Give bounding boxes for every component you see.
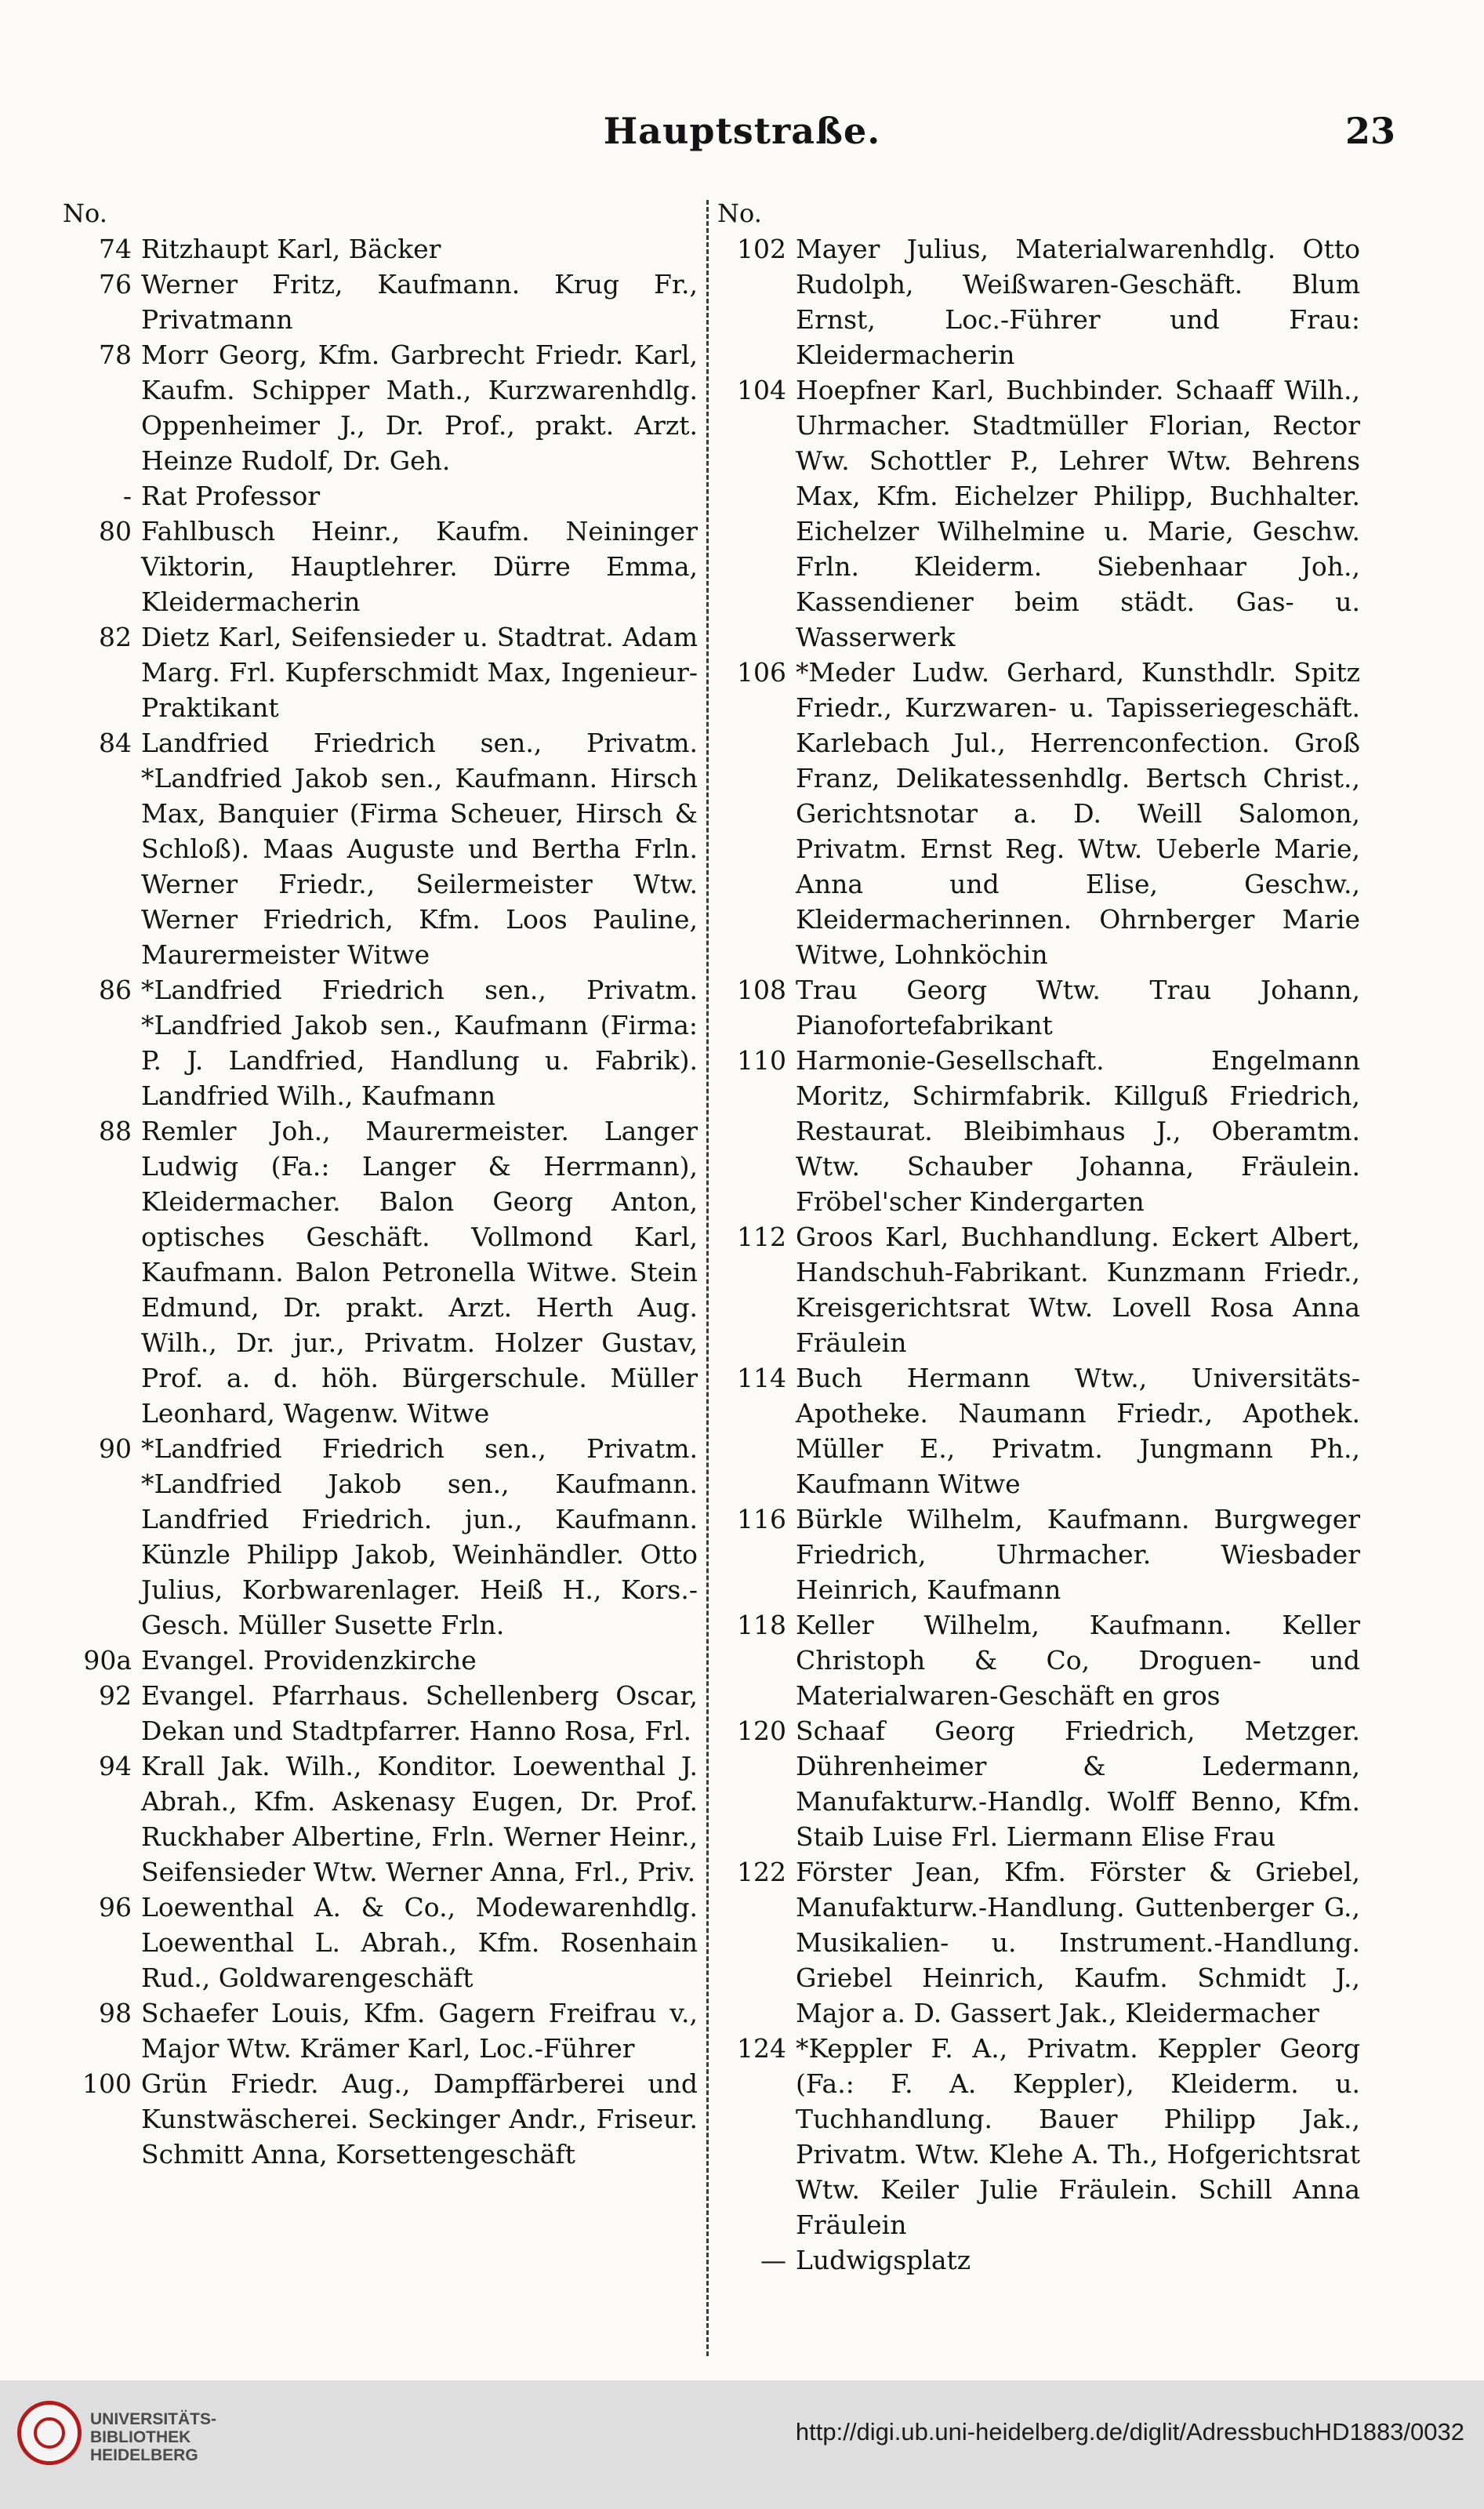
resident-text: Rat Professor [141,481,321,511]
resident-text: Werner Fritz, Kaufmann. Krug Fr., Privatmann [141,269,698,335]
address-entry [717,2242,1360,2278]
address-entry [717,372,1360,655]
address-entry [63,1643,698,1678]
left-column [63,196,698,2172]
address-entry [63,231,698,267]
column-divider [706,200,709,2356]
address-entry [63,1995,698,2066]
resident-text: Bürkle Wilhelm, Kaufmann. Burgweger Friedrich, Uhrmacher. Wiesbader Heinrich, Kaufmann [796,1504,1360,1605]
address-entry [717,1713,1360,1854]
page-title: Hauptstraße. [603,110,881,152]
address-entry [63,725,698,972]
resident-text: Förster Jean, Kfm. Förster & Griebel, Manufakturw.-Handlung. Guttenberger G., Musikalien- u. Instrument.-Handlung. Griebel Heinrich, Kaufm. Schmidt J., Major a. D. Gassert Jak., Kleidermacher [796,1857,1360,2028]
address-entry [63,1113,698,1431]
house-number: 110 [737,1045,786,1076]
address-entry [63,1678,698,1748]
resident-text: Remler Joh., Maurermeister. Langer Ludwig (Fa.: Langer & Herrmann), Kleidermacher. Balon Georg Anton, optisches Geschäft. Vollmond Karl, Kaufmann. Balon Petronella Witwe. Stein Edmund, Dr. prakt. Arzt. Herth Aug. Wilh., Dr. jur., Privatm. Holzer Gustav, Prof. a. d. höh. Bürgerschule. Müller Leonhard, Wagenw. Witwe [141,1116,698,1429]
resident-text: Ludwigsplatz [796,2245,971,2275]
address-entry [63,1890,698,1995]
address-entry [717,1043,1360,1219]
house-number: 90 [99,1433,132,1464]
house-number: 122 [737,1857,786,1887]
resident-text: Groos Karl, Buchhandlung. Eckert Albert, Handschuh-Fabrikant. Kunzmann Friedr., Kreisgerichtsrat Wtw. Lovell Rosa Anna Fräulein [796,1222,1360,1358]
address-entry [717,1854,1360,2031]
address-entry [717,972,1360,1043]
address-entry [717,655,1360,972]
house-number: 80 [99,516,132,546]
address-entry [63,1748,698,1890]
resident-text: Ritzhaupt Karl, Bäcker [141,234,441,264]
house-number: 114 [737,1363,786,1393]
resident-text: Hoepfner Karl, Buchbinder. Schaaff Wilh., Uhrmacher. Stadtmüller Florian, Rector Ww. Schottler P., Lehrer Wtw. Behrens Max, Kfm. Eichelzer Philipp, Buchhalter. Eichelzer Wilhelmine u. Marie, Geschw. Frln. Kleiderm. Siebenhaar Joh., Kassendiener beim städt. Gas- u. Wasserwerk [796,375,1360,652]
address-entry [63,972,698,1113]
house-number: 98 [99,1998,132,2028]
house-number: 78 [99,339,132,370]
right-entry-list [717,231,1360,2278]
address-entry [63,478,698,514]
resident-text: Buch Hermann Wtw., Universitäts-Apotheke. Naumann Friedr., Apothek. Müller E., Privatm. Jungmann Ph., Kaufmann Witwe [796,1363,1360,1499]
resident-text: Schaefer Louis, Kfm. Gagern Freifrau v., Major Wtw. Krämer Karl, Loc.-Führer [141,1998,698,2064]
address-entry [717,1219,1360,1360]
house-number: 100 [82,2068,132,2099]
resident-text: *Keppler F. A., Privatm. Keppler Georg (Fa.: F. A. Keppler), Kleiderm. u. Tuchhandlung. Bauer Philipp Jak., Privatm. Wtw. Klehe A. Th., Hofgerichtsrat Wtw. Keiler Julie Fräulein. Schill Anna Fräulein [796,2033,1360,2240]
right-column [717,196,1360,2278]
column-no-label: No. [717,198,762,228]
house-number: 116 [737,1504,786,1534]
resident-text: Harmonie-Gesellschaft. Engelmann Moritz, Schirmfabrik. Killguß Friedrich, Restaurat. Bleibimhaus J., Oberamtm. Wtw. Schauber Johanna, Fräulein. Fröbel'scher Kindergarten [796,1045,1360,1217]
resident-text: Morr Georg, Kfm. Garbrecht Friedr. Karl, Kaufm. Schipper Math., Kurzwarenhdlg. Oppenheimer J., Dr. Prof., prakt. Arzt. Heinze Rudolf, Dr. Geh. [141,339,698,476]
house-number: 86 [99,975,132,1005]
address-entry [63,619,698,725]
house-number: 74 [99,234,132,264]
resident-text: Schaaf Georg Friedrich, Metzger. Dührenheimer & Ledermann, Manufakturw.-Handlg. Wolff Benno, Kfm. Staib Luise Frl. Liermann Elise Frau [796,1716,1360,1852]
resident-text: Trau Georg Wtw. Trau Johann, Pianofortefabrikant [796,975,1360,1040]
house-number: 112 [737,1222,786,1252]
column-no-label: No. [63,198,107,228]
house-number: 102 [737,234,786,264]
house-number: 118 [737,1610,786,1640]
house-number: 82 [99,622,132,652]
house-number: 84 [99,728,132,758]
house-number: 96 [99,1892,132,1923]
house-number: 88 [99,1116,132,1146]
address-entry [717,231,1360,372]
source-url-link[interactable]: http://digi.ub.uni-heidelberg.de/diglit/AdressbuchHD1883/0032 [795,2418,1464,2445]
resident-text: *Landfried Friedrich sen., Privatm. *Landfried Jakob sen., Kaufmann (Firma: P. J. Landfried, Handlung u. Fabrik). Landfried Wilh., Kaufmann [141,975,698,1111]
address-entry [717,2031,1360,2242]
house-number: - [122,481,132,511]
logo-line: UNIVERSITÄTS- [90,2410,217,2428]
resident-text: *Landfried Friedrich sen., Privatm. *Landfried Jakob sen., Kaufmann. Landfried Friedrich. jun., Kaufmann. Künzle Philipp Jakob, Weinhändler. Otto Julius, Korbwarenlager. Heiß H., Kors.-Gesch. Müller Susette Frln. [141,1433,698,1640]
house-number: 76 [99,269,132,300]
logo-line: HEIDELBERG [90,2446,198,2464]
page-number: 23 [1344,110,1395,152]
address-entry [63,1431,698,1643]
resident-text: Evangel. Providenzkirche [141,1645,477,1676]
library-logo-text [90,2410,216,2464]
resident-text: Dietz Karl, Seifensieder u. Stadtrat. Adam Marg. Frl. Kupferschmidt Max, Ingenieur-Praktikant [141,622,698,723]
resident-text: Krall Jak. Wilh., Konditor. Loewenthal J. Abrah., Kfm. Askenasy Eugen, Dr. Prof. Ruckhaber Albertine, Frln. Werner Heinr., Seifensieder Wtw. Werner Anna, Frl., Priv. [141,1751,698,1887]
house-number: 92 [99,1680,132,1711]
resident-text: Evangel. Pfarrhaus. Schellenberg Oscar, Dekan und Stadtpfarrer. Hanno Rosa, Frl. [141,1680,698,1746]
address-entry [717,1360,1360,1501]
resident-text: Landfried Friedrich sen., Privatm. *Landfried Jakob sen., Kaufmann. Hirsch Max, Banquier (Firma Scheuer, Hirsch & Schloß). Maas Auguste und Bertha Frln. Werner Friedr., Seilermeister Wtw. Werner Friedrich, Kfm. Loos Pauline, Maurermeister Witwe [141,728,698,970]
resident-text: Mayer Julius, Materialwarenhdlg. Otto Rudolph, Weißwaren-Geschäft. Blum Ernst, Loc.-Führer und Frau: Kleidermacherin [796,234,1360,370]
house-number: — [760,2245,786,2275]
address-entry [717,1607,1360,1713]
library-seal-icon [17,2401,82,2465]
resident-text: Loewenthal A. & Co., Modewarenhdlg. Loewenthal L. Abrah., Kfm. Rosenhain Rud., Goldwarengeschäft [141,1892,698,1993]
address-entry [63,267,698,337]
resident-text: Keller Wilhelm, Kaufmann. Keller Christoph & Co, Droguen- und Materialwaren-Geschäft en gros [796,1610,1360,1711]
logo-line: BIBLIOTHEK [90,2428,191,2446]
house-number: 108 [737,975,786,1005]
house-number: 106 [737,657,786,688]
address-entry [717,1501,1360,1607]
address-entry [63,514,698,619]
address-entry [63,2066,698,2172]
resident-text: Grün Friedr. Aug., Dampffärberei und Kunstwäscherei. Seckinger Andr., Friseur. Schmitt Anna, Korsettengeschäft [141,2068,698,2170]
left-entry-list [63,231,698,2172]
resident-text: *Meder Ludw. Gerhard, Kunsthdlr. Spitz Friedr., Kurzwaren- u. Tapisseriegeschäft. Karlebach Jul., Herrenconfection. Groß Franz, Delikatessenhdlg. Bertsch Christ., Gerichtsnotar a. D. Weill Salomon, Privatm. Ernst Reg. Wtw. Ueberle Marie, Anna und Elise, Geschw., Kleidermacherinnen. Ohrnberger Marie Witwe, Lohnköchin [796,657,1360,970]
house-number: 94 [99,1751,132,1781]
house-number: 104 [737,375,786,405]
resident-text: Fahlbusch Heinr., Kaufm. Neininger Viktorin, Hauptlehrer. Dürre Emma, Kleidermacherin [141,516,698,617]
house-number: 124 [737,2033,786,2064]
house-number: 120 [737,1716,786,1746]
house-number: 90a [83,1645,132,1676]
address-entry [63,337,698,478]
